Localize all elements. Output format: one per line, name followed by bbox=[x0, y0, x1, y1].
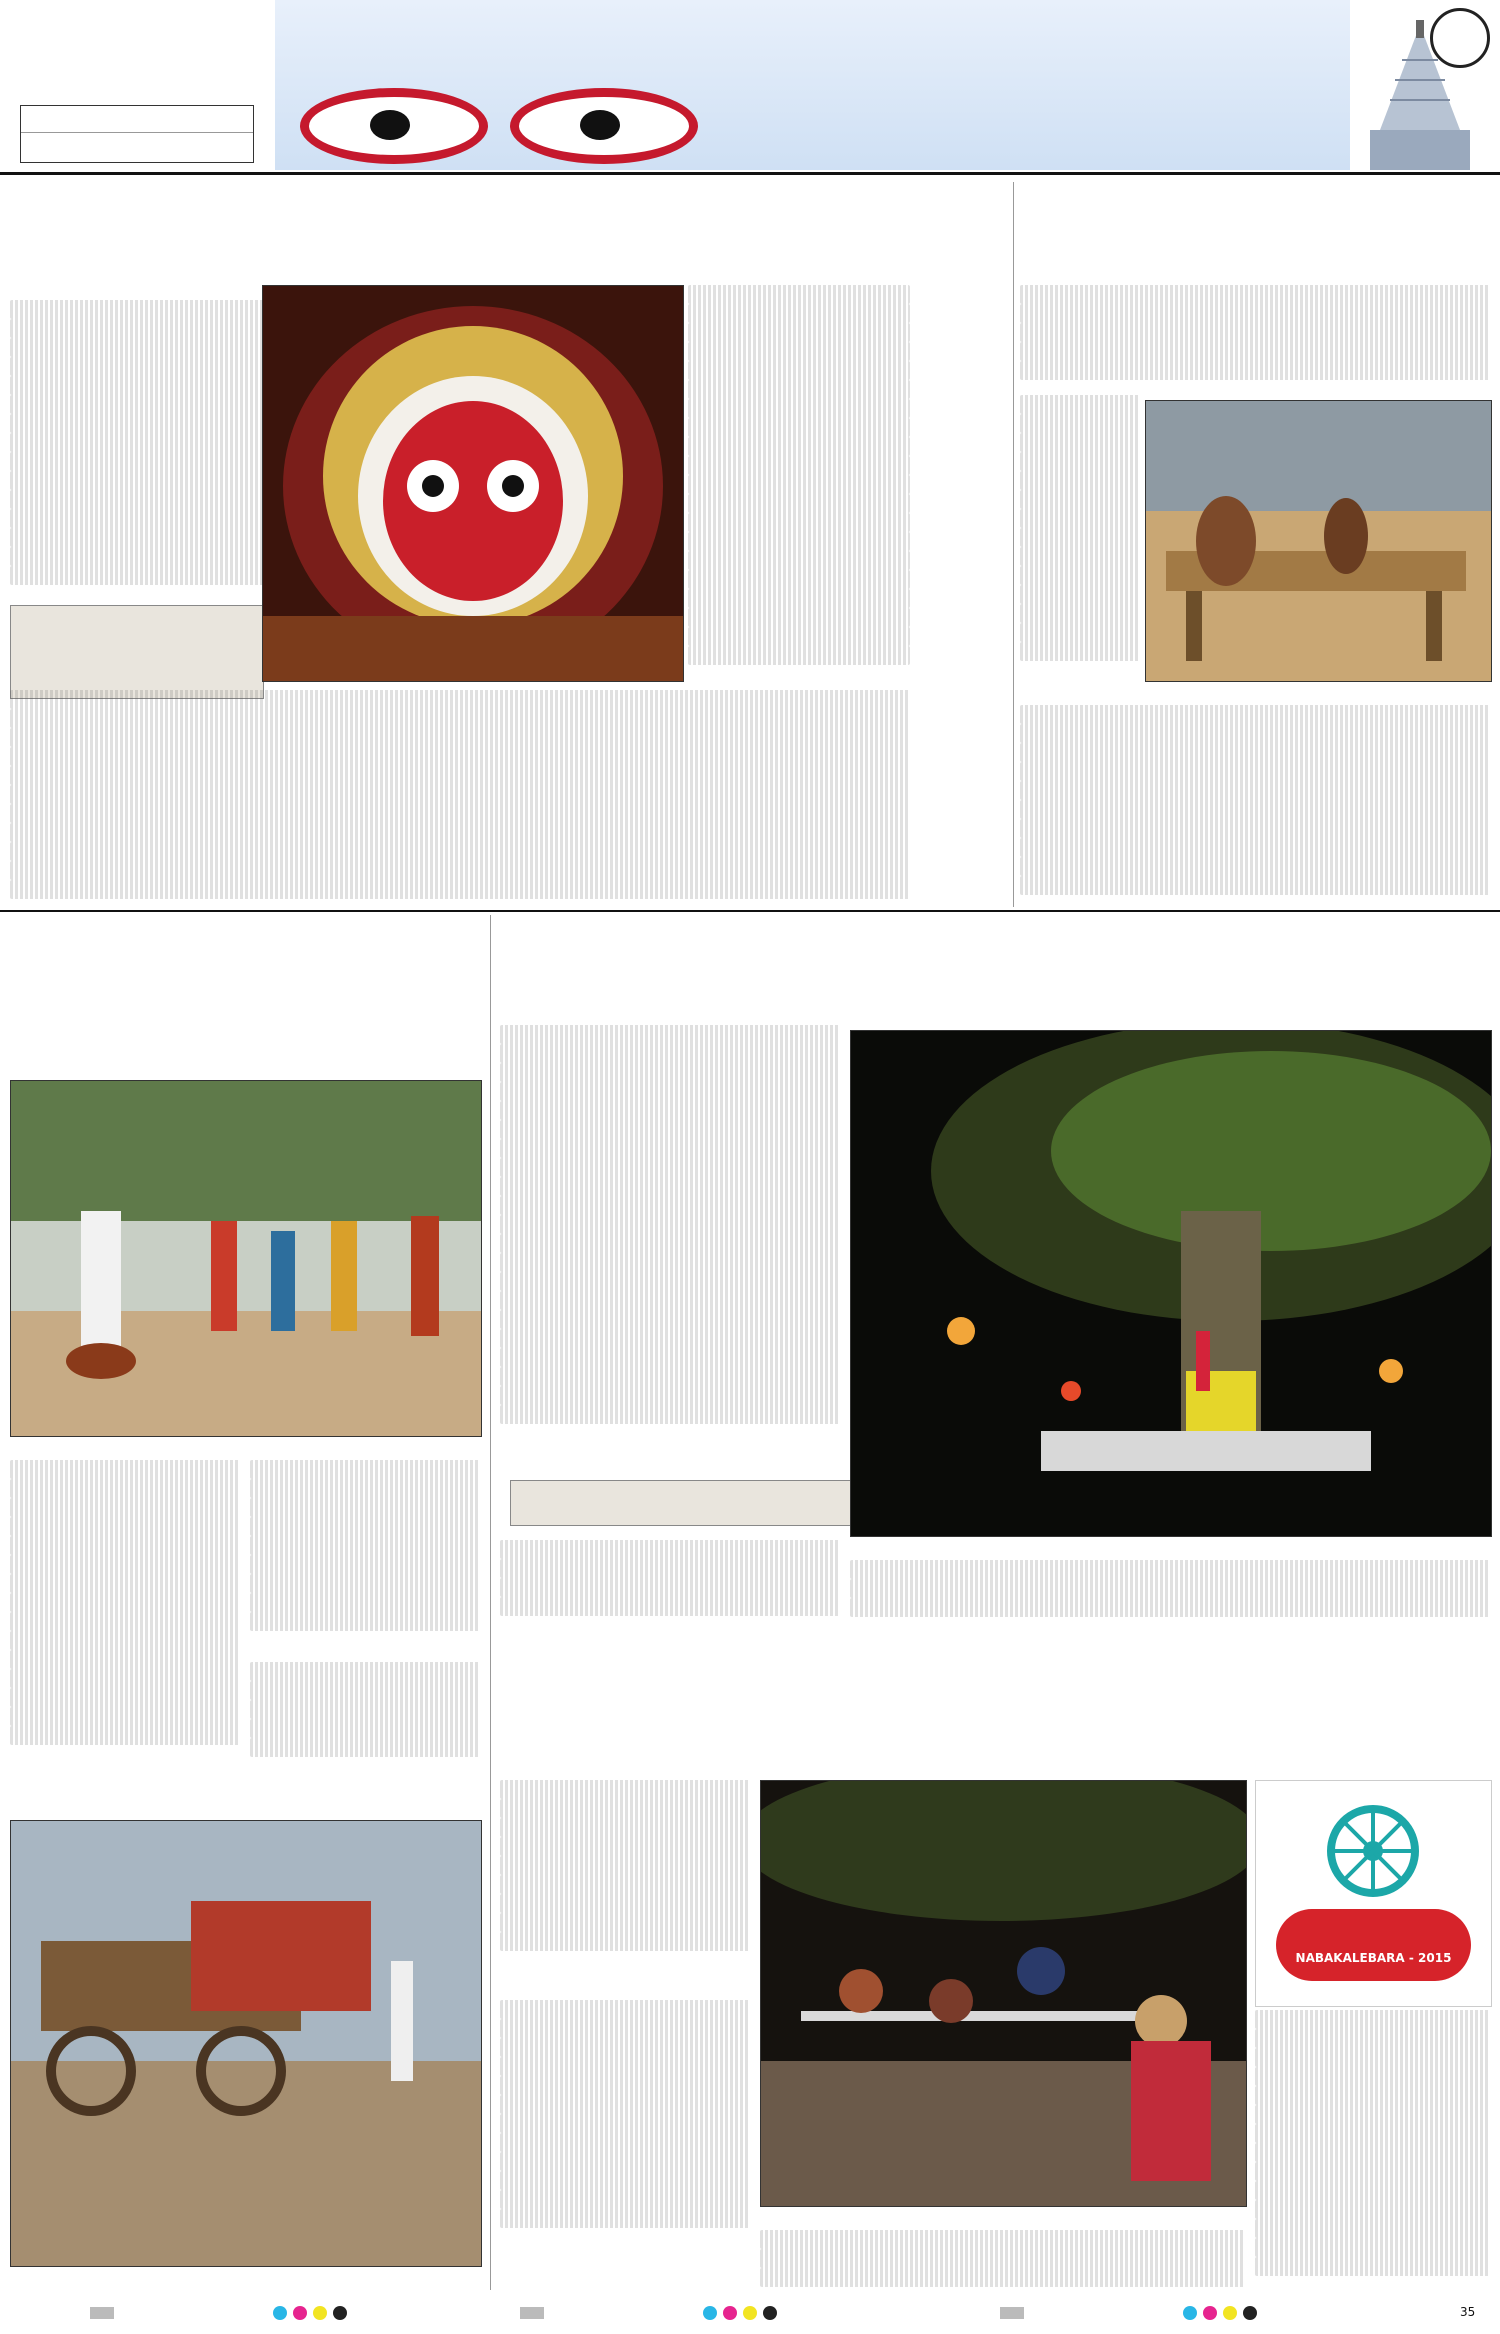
footer-page-label: 35 bbox=[1460, 2305, 1476, 2319]
column-divider-2 bbox=[490, 915, 491, 2290]
story3-caption bbox=[10, 1437, 480, 1457]
story2-top-text bbox=[1020, 285, 1490, 390]
story5-col2 bbox=[500, 2000, 750, 2240]
procession-image bbox=[11, 1081, 481, 1436]
banner-title bbox=[740, 55, 1100, 165]
chariot-image bbox=[11, 1821, 481, 2266]
print-registration-bar bbox=[0, 2305, 1500, 2323]
carpenters-image bbox=[1146, 401, 1491, 681]
newspaper-logo bbox=[20, 20, 255, 100]
story5-subhead1 bbox=[500, 1960, 750, 1996]
page-number bbox=[1430, 8, 1490, 68]
story4-text bbox=[500, 1025, 840, 1435]
city-text bbox=[21, 133, 253, 159]
story2-bottom-text bbox=[1020, 705, 1490, 905]
story5-col-right bbox=[1255, 2010, 1490, 2295]
section-rule bbox=[0, 910, 1500, 912]
tree-photo bbox=[850, 1030, 1492, 1537]
story1-bottom-cols bbox=[10, 690, 910, 905]
crowd-image bbox=[761, 1781, 1246, 2206]
story3-col1 bbox=[10, 1460, 240, 1760]
story5-caption-left bbox=[10, 2268, 480, 2288]
crowd-photo bbox=[760, 1780, 1247, 2207]
story4-tag bbox=[510, 1480, 902, 1526]
story2-narrow-col bbox=[1020, 395, 1140, 685]
tree-image bbox=[851, 1031, 1491, 1536]
date-text bbox=[21, 106, 253, 133]
chariot-photo bbox=[10, 1820, 482, 2267]
procession-photo bbox=[10, 1080, 482, 1437]
story4-text-b bbox=[500, 1540, 840, 1635]
story5-headline bbox=[500, 1640, 1490, 1780]
story3-col2 bbox=[250, 1460, 480, 1640]
story4-caption bbox=[850, 1537, 1490, 1557]
story3-subhead2 bbox=[10, 1720, 240, 1738]
story3-col3 bbox=[250, 1662, 480, 1762]
chariot-work-photo bbox=[1145, 400, 1492, 682]
dateline-box bbox=[20, 105, 254, 163]
story3-subhead1 bbox=[250, 1640, 480, 1658]
story4-headline bbox=[500, 918, 1490, 1023]
deity-eyes-graphic bbox=[300, 88, 720, 158]
story1-headline bbox=[10, 182, 1010, 292]
masthead-rule bbox=[0, 172, 1500, 175]
story4-text-c bbox=[850, 1560, 1490, 1635]
story1-col2 bbox=[688, 285, 910, 680]
masthead bbox=[0, 0, 1500, 170]
story1-col1 bbox=[10, 300, 265, 605]
story2-headline bbox=[1020, 200, 1490, 270]
deity-image bbox=[263, 286, 683, 681]
story5-col1 bbox=[500, 1780, 750, 1960]
chakra-icon bbox=[1256, 1781, 1491, 2006]
story3-headline bbox=[10, 915, 480, 1065]
story2-caption bbox=[1145, 682, 1490, 702]
story1-tag bbox=[10, 605, 264, 699]
logo-text: NABAKALEBARA - 2015 bbox=[1295, 1951, 1452, 1965]
deity-photo bbox=[262, 285, 684, 682]
story5-caption-right bbox=[760, 2207, 1245, 2227]
column-divider bbox=[1013, 182, 1014, 907]
story5-bottom-mid bbox=[760, 2230, 1245, 2295]
banner-tagline bbox=[320, 8, 800, 78]
nabakalebara-logo bbox=[1255, 1780, 1492, 2007]
